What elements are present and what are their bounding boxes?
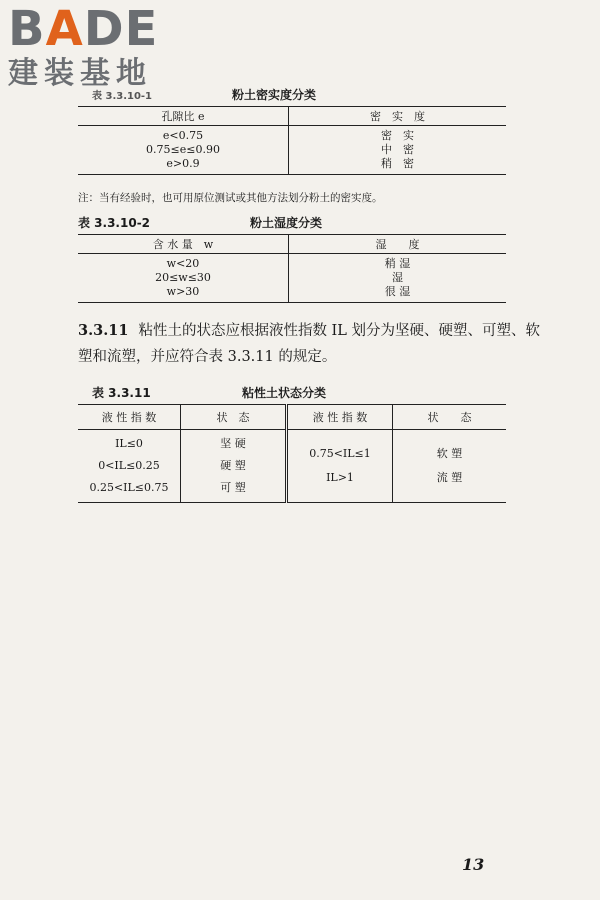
table3-col1-cell bbox=[78, 430, 181, 503]
logo-chinese: 建装基地 bbox=[8, 56, 152, 91]
table2-right-cell bbox=[289, 254, 507, 303]
table2-title: 粉土湿度分类 bbox=[250, 216, 323, 230]
table2-left-1: 20≤w≤30 bbox=[155, 271, 211, 284]
table1-title: 粉土密实度分类 bbox=[232, 88, 317, 102]
table2-left-2: w>30 bbox=[166, 285, 200, 298]
table2-right-0: 稍 湿 bbox=[384, 257, 411, 270]
table3-caption bbox=[92, 384, 326, 401]
table3-col3-1: IL>1 bbox=[326, 471, 354, 484]
table3-col1-2: 0.25<IL≤0.75 bbox=[89, 481, 169, 494]
table2-header-humidity: 湿 度 bbox=[289, 235, 507, 254]
table3-header-state-1: 状 态 bbox=[181, 405, 287, 430]
table2-left-cell bbox=[78, 254, 289, 303]
logo-letters-de: DE bbox=[83, 1, 159, 57]
page-number: 13 bbox=[462, 855, 485, 874]
table2-right-2: 很 湿 bbox=[384, 285, 411, 298]
table1-left-2: e>0.9 bbox=[166, 157, 200, 170]
table1-left-cell bbox=[78, 126, 289, 175]
bade-logo bbox=[8, 1, 178, 92]
table3-col3-cell bbox=[287, 430, 393, 503]
logo-letter-b: B bbox=[8, 1, 46, 57]
table1-header-void-ratio: 孔隙比 e bbox=[78, 107, 289, 126]
table3-header-index-2: 液 性 指 数 bbox=[287, 405, 393, 430]
table3-col4-0: 软 塑 bbox=[436, 447, 463, 460]
table2-number: 表 3.3.10-2 bbox=[78, 216, 151, 230]
logo-letter-a: A bbox=[45, 1, 84, 57]
table1-right-2: 稍 密 bbox=[381, 157, 414, 170]
table3-col4-cell bbox=[393, 430, 507, 503]
table3-number: 表 3.3.11 bbox=[92, 386, 151, 400]
table3-col2-0: 坚 硬 bbox=[220, 437, 246, 450]
table3 bbox=[78, 404, 506, 503]
table1-left-1: 0.75≤e≤0.90 bbox=[146, 143, 220, 156]
table3-col2-cell bbox=[181, 430, 287, 503]
table3-col2-1: 硬 塑 bbox=[220, 459, 246, 472]
table3-col2-2: 可 塑 bbox=[220, 481, 246, 494]
logo-brand bbox=[8, 1, 178, 57]
section-number: 3.3.11 bbox=[78, 322, 129, 339]
table1-right-0: 密 实 bbox=[381, 129, 414, 142]
table3-col3-0: 0.75<IL≤1 bbox=[309, 447, 371, 460]
table3-header-state-2: 状 态 bbox=[393, 405, 507, 430]
table3-col4-1: 流 塑 bbox=[436, 471, 463, 484]
table2 bbox=[78, 234, 506, 303]
table3-header-index-1: 液 性 指 数 bbox=[78, 405, 181, 430]
table1-right-1: 中 密 bbox=[381, 143, 414, 156]
table1-right-cell bbox=[289, 126, 507, 175]
section-paragraph bbox=[78, 318, 548, 370]
table2-left-0: w<20 bbox=[166, 257, 200, 270]
table1-left-0: e<0.75 bbox=[162, 129, 204, 142]
table3-title: 粘性土状态分类 bbox=[242, 386, 327, 400]
table2-caption bbox=[78, 214, 322, 231]
table1-header-density: 密 实 度 bbox=[289, 107, 507, 126]
table1-number: 表 3.3.10-1 bbox=[92, 91, 153, 102]
table1-note: 注：当有经验时，也可用原位测试或其他方法划分粉土的密实度。 bbox=[78, 192, 383, 204]
table1 bbox=[78, 106, 506, 175]
table1-caption bbox=[92, 86, 316, 103]
table2-right-1: 湿 bbox=[392, 271, 403, 284]
table3-col1-0: IL≤0 bbox=[115, 437, 143, 450]
table2-header-water: 含 水 量 w bbox=[78, 235, 289, 254]
table3-col1-1: 0<IL≤0.25 bbox=[98, 459, 160, 472]
section-text: 粘性土的状态应根据液性指数 IL 划分为坚硬、硬塑、可塑、软塑和流塑，并应符合表 3.3.11 的规定。 bbox=[78, 323, 541, 365]
